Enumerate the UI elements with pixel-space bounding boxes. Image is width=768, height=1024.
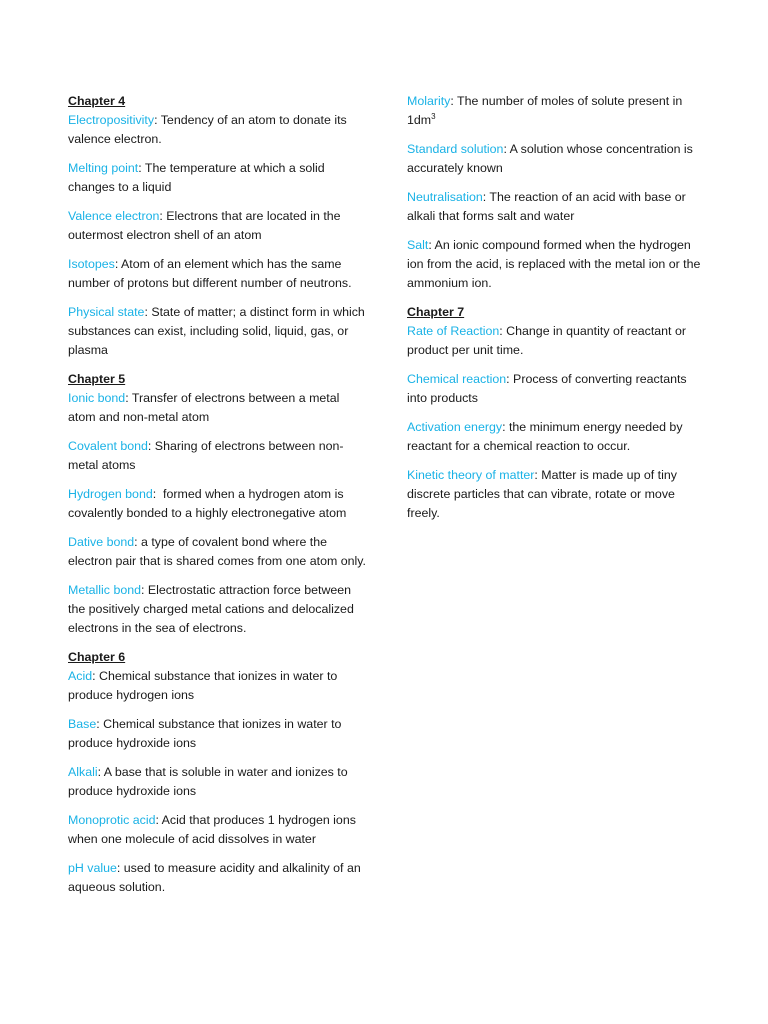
glossary-entry [68,763,368,801]
definition: : Atom of an element which has the same number of protons but different number of neutrons. [68,257,352,290]
glossary-entry [68,303,368,359]
term: Neutralisation [407,190,483,205]
definition: : Chemical substance that ionizes in water to produce hydrogen ions [68,668,338,702]
definition: : Matter is made up of tiny discrete particles that can vibrate, rotate or move freely. [407,468,677,520]
chapter-heading: Chapter 7 [407,305,465,320]
definition: : State of matter; a distinct form in which substances can exist, including solid, liquid, gas, or plasma [68,305,365,357]
chapter-heading: Chapter 6 [68,650,126,665]
definition: : Tendency of an atom to donate its valence electron. [68,112,347,146]
term: Molarity [407,94,451,108]
superscript: 3 [431,111,436,121]
term: Valence electron [68,208,160,223]
glossary-entry [407,370,707,408]
glossary-entry [407,188,707,226]
definition: : Electrostatic attraction force between the positively charged metal cations and delocalized electrons in the sea of electrons. [68,583,354,635]
glossary-entry [68,667,368,705]
term: Base [68,717,97,732]
definition: : The number of moles of solute present in 1dm [407,94,683,127]
right-column [407,92,707,533]
glossary-entry [68,111,368,149]
glossary-entry [407,92,707,130]
glossary-entry [68,437,368,475]
glossary-entry [68,859,368,897]
term: Alkali [68,765,98,780]
left-column [68,92,368,907]
glossary-entry [68,207,368,245]
term: Physical state [68,305,145,320]
definition: : Process of converting reactants into products [407,372,687,405]
term: Chemical reaction [407,372,507,387]
definition: : the minimum energy needed by reactant for a chemical reaction to occur. [407,420,683,453]
glossary-entry [68,811,368,849]
definition: : The reaction of an acid with base or alkali that forms salt and water [407,190,686,223]
term: Monoprotic acid [68,813,156,828]
definition: : An ionic compound formed when the hydrogen ion from the acid, is replaced with the metal ion or the ammonium ion. [407,238,701,290]
term: pH value [68,861,117,876]
term: Rate of Reaction [407,323,500,338]
term: Acid [68,668,93,683]
glossary-entry [407,466,707,522]
definition: : formed when a hydrogen atom is covalently bonded to a highly electronegative atom [68,487,347,520]
definition: : The temperature at which a solid changes to a liquid [68,160,325,194]
glossary-entry [407,418,707,456]
term: Salt [407,238,429,253]
glossary-entry [68,485,368,523]
glossary-entry [407,322,707,360]
term: Kinetic theory of matter [407,468,535,483]
chapter-heading: Chapter 4 [68,94,126,108]
definition: : A base that is soluble in water and ionizes to produce hydroxide ions [68,765,348,798]
glossary-entry [407,140,707,178]
glossary-entry [68,159,368,197]
definition: : Transfer of electrons between a metal atom and non-metal atom [68,390,340,424]
term: Covalent bond [68,438,148,453]
term: Hydrogen bond [68,487,153,502]
term: Metallic bond [68,583,142,598]
definition: : A solution whose concentration is accurately known [407,142,693,175]
term: Melting point [68,160,139,175]
glossary-entry [407,236,707,292]
definition: : Acid that produces 1 hydrogen ions when one molecule of acid dissolves in water [68,813,356,846]
term: Electropositivity [68,112,155,127]
term: Ionic bond [68,390,126,405]
term: Standard solution [407,142,504,157]
definition: : used to measure acidity and alkalinity of an aqueous solution. [68,861,361,895]
glossary-entry [68,581,368,637]
glossary-entry [68,715,368,753]
glossary-entry [68,255,368,293]
definition: : Change in quantity of reactant or product per unit time. [407,323,686,357]
chapter-heading: Chapter 5 [68,372,126,387]
definition: : Sharing of electrons between non-metal atoms [68,438,344,472]
glossary-entry [68,389,368,427]
term: Isotopes [68,257,115,272]
definition: : Electrons that are located in the outermost electron shell of an atom [68,208,341,242]
definition: : Chemical substance that ionizes in water to produce hydroxide ions [68,717,342,750]
glossary-entry [68,533,368,571]
definition: : a type of covalent bond where the electron pair that is shared comes from one atom only. [68,535,366,568]
term: Dative bond [68,535,135,550]
term: Activation energy [407,420,503,435]
